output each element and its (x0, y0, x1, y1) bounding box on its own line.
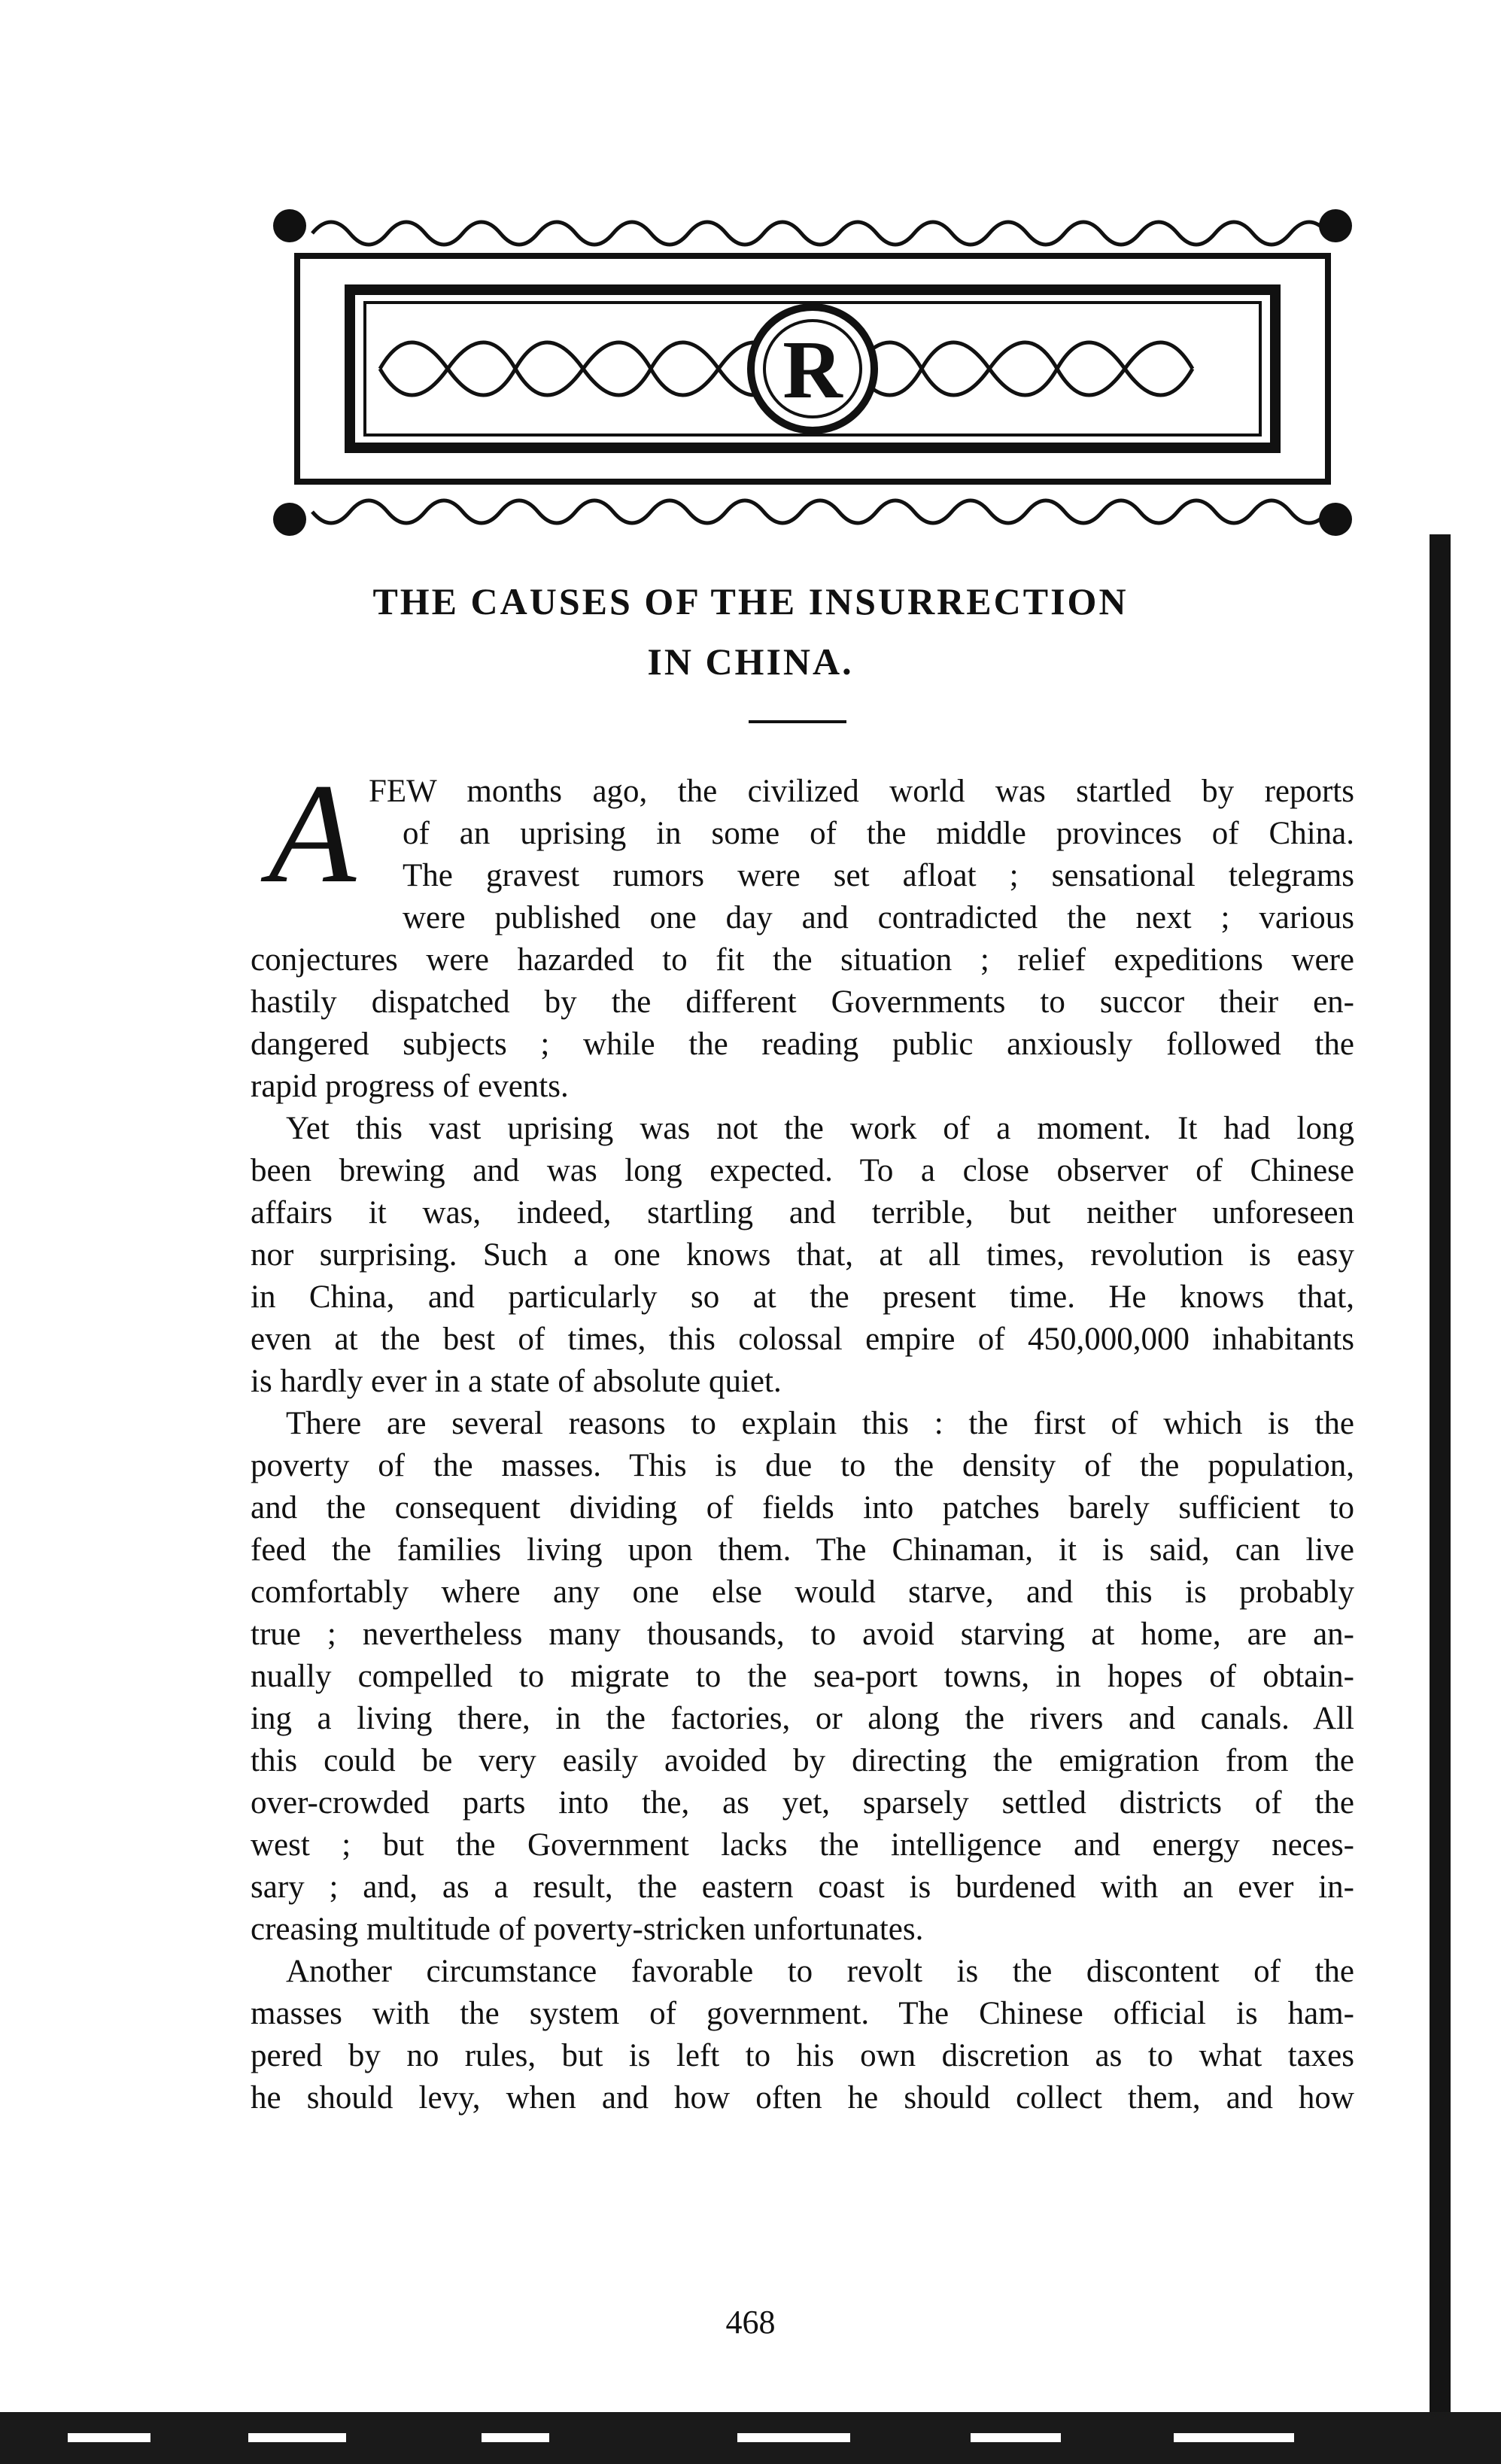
text-line: rapid progress of events. (251, 1069, 569, 1104)
page-number: 468 (725, 2304, 776, 2341)
text-line: even at the best of times, this colossal empire of 450,000,000 inhabitants (251, 1322, 1354, 1357)
scan-edge-bar (1430, 534, 1451, 2464)
text-line: comfortably where any one else would starve, and this is probably (251, 1574, 1354, 1610)
article-title-line1: THE CAUSES OF THE INSURRECTION (372, 580, 1129, 622)
text-line: The gravest rumors were set afloat ; sensational telegrams (403, 858, 1354, 893)
scan-bottom-band (0, 2412, 1501, 2464)
text-line: creasing multitude of poverty-stricken unfortunates. (251, 1912, 924, 1947)
text-line: were published one day and contradicted the next ; various (403, 900, 1354, 935)
text-line: nor surprising. Such a one knows that, at all times, revolution is easy (251, 1237, 1354, 1273)
text-line: sary ; and, as a result, the eastern coast is burdened with an ever in- (251, 1869, 1354, 1905)
text-line: in China, and particularly so at the present time. He knows that, (251, 1279, 1354, 1315)
text-line: masses with the system of government. The Chinese official is ham- (251, 1996, 1354, 2031)
text-line: hastily dispatched by the different Governments to succor their en- (251, 984, 1354, 1020)
text-line: feed the families living upon them. The Chinaman, it is said, can live (251, 1532, 1354, 1568)
text-line: Yet this vast uprising was not the work of a moment. It had long (286, 1111, 1354, 1146)
article-title-line2: IN CHINA. (647, 640, 854, 683)
text-line: poverty of the masses. This is due to the density of the population, (251, 1448, 1354, 1483)
text-line: affairs it was, indeed, startling and terrible, but neither unforeseen (251, 1195, 1354, 1230)
text-line: conjectures were hazarded to fit the situation ; relief expeditions were (251, 942, 1354, 978)
text-line: ing a living there, in the factories, or along the rivers and canals. All (251, 1701, 1354, 1736)
ornamental-headpiece (267, 203, 1358, 542)
title-rule (749, 720, 846, 723)
text-line: and the consequent dividing of fields into patches barely sufficient to (251, 1490, 1354, 1526)
text-line: true ; nevertheless many thousands, to avoid starving at home, are an- (251, 1617, 1354, 1652)
text-line: nually compelled to migrate to the sea-port towns, in hopes of obtain- (251, 1659, 1354, 1694)
text-line: west ; but the Government lacks the intelligence and energy neces- (251, 1827, 1354, 1863)
text-line: been brewing and was long expected. To a close observer of Chinese (251, 1153, 1354, 1188)
text-line: over-crowded parts into the, as yet, sparsely settled districts of the (251, 1785, 1354, 1821)
text-line: he should levy, when and how often he should collect them, and how (251, 2080, 1354, 2116)
text-line: pered by no rules, but is left to his own discretion as to what taxes (251, 2038, 1354, 2073)
text-line: FEW months ago, the civilized world was startled by reports (369, 774, 1354, 809)
text-line: There are several reasons to explain this : the first of which is the (286, 1406, 1354, 1441)
text-line: of an uprising in some of the middle provinces of China. (403, 816, 1354, 851)
headpiece-monogram: R (782, 324, 843, 415)
text-line: is hardly ever in a state of absolute quiet. (251, 1364, 782, 1399)
text-line: Another circumstance favorable to revolt is the discontent of the (286, 1954, 1354, 1989)
text-line: this could be very easily avoided by directing the emigration from the (251, 1743, 1354, 1778)
drop-cap: A (268, 755, 357, 913)
text-line: dangered subjects ; while the reading public anxiously followed the (251, 1027, 1354, 1062)
